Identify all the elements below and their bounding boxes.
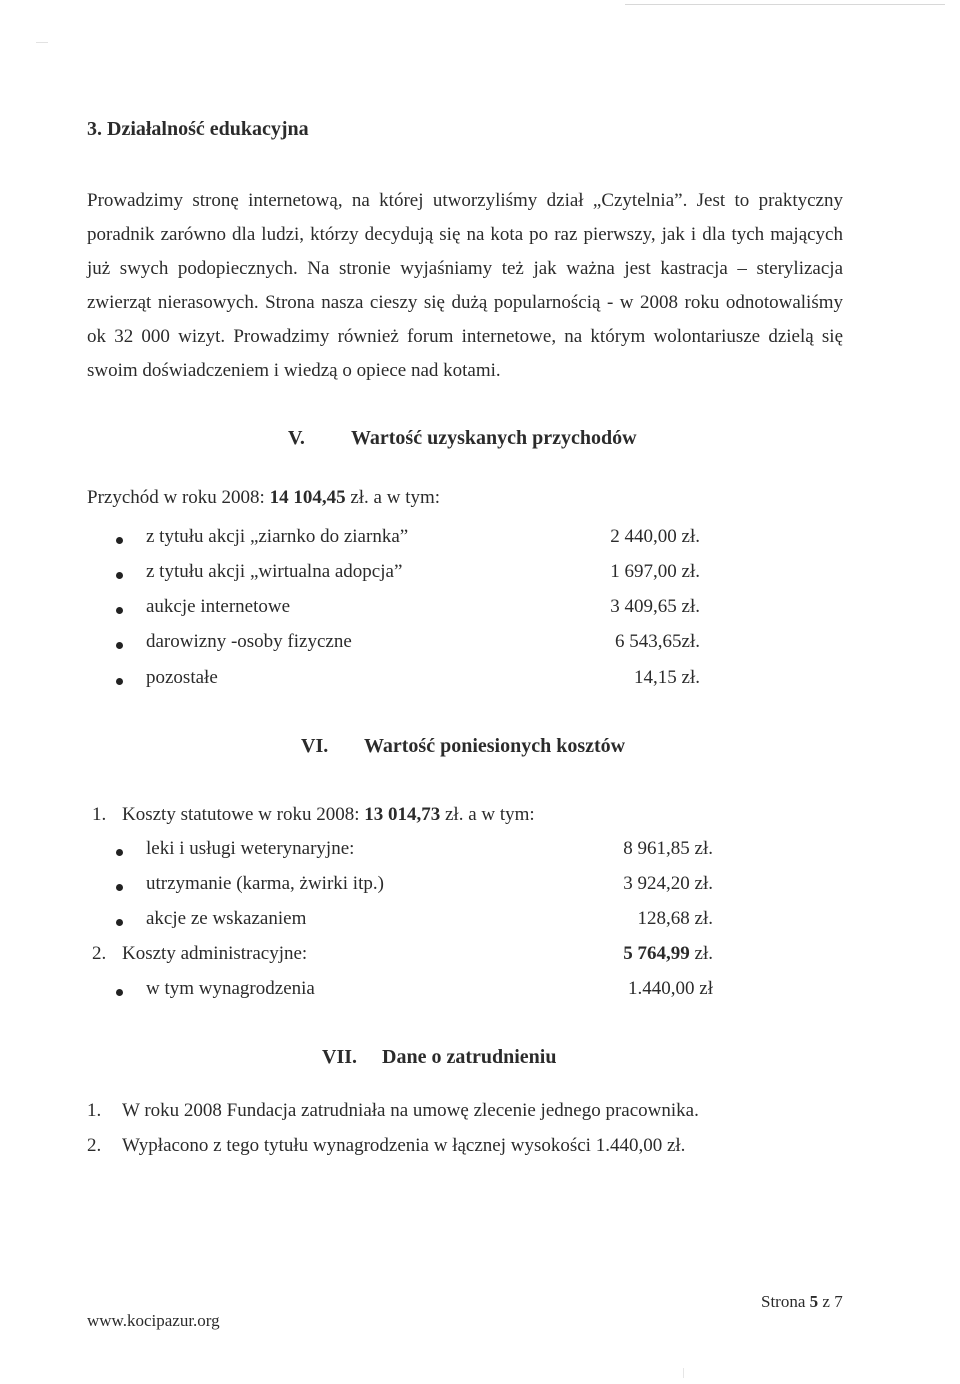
revenue-item-amount: 1 697,00 zł. [610,561,700,582]
section-v-number: V. [288,427,305,449]
page-mid: z [818,1292,835,1311]
revenue-intro-prefix: Przychód w roku 2008: [87,487,270,508]
cost-item-amount: 1.440,00 zł [628,978,713,999]
section-v-heading: Wartość uzyskanych przychodów [351,427,637,449]
bullet-icon [116,678,123,685]
section-3-paragraph: Prowadzimy stronę internetową, na której utworzyliśmy dział „Czytelnia”. Jest to praktyczny poradnik zarówno dla ludzi, którzy decydują się na kota po raz pierwszy, jak i dla tych mających już swych podopiecznych. Na stronie wyjaśniamy też jak ważna jest kastracja – sterylizacja zwierząt nierasowych. Strona nasza cieszy się dużą popularnością - w 2008 roku odnotowaliśmy ok 32 000 wizyt. Prowadzimy również forum internetowe, na którym wolontariusze dzielą się swoim doświadczeniem i wiedzą o opiece nad kotami. [87,190,843,381]
section-3-heading: 3. Działalność edukacyjna [87,118,309,140]
bullet-icon [116,849,123,856]
admin-costs-label: Koszty administracyjne: [122,943,308,964]
cost-item-amount: 3 924,20 zł. [623,873,713,894]
section-vii-heading: Dane o zatrudnieniu [382,1046,557,1068]
cost-item-label: leki i usługi weterynaryjne: [146,838,355,859]
admin-costs-amount [553,943,713,965]
scan-speck [683,1368,684,1378]
revenue-item-amount: 3 409,65 zł. [610,596,700,617]
cost-item-label: w tym wynagrodzenia [146,978,315,999]
section-vi-heading: Wartość poniesionych kosztów [364,735,626,757]
statutory-costs [122,804,535,826]
page-number [761,1292,843,1312]
revenue-item-label: darowizny -osoby fizyczne [146,631,352,652]
costs-item-2-number: 2. [92,943,107,964]
statutory-costs-suffix: zł. a w tym: [440,804,535,825]
bullet-icon [116,607,123,614]
scan-edge-line [625,4,945,5]
revenue-item-label: aukcje internetowe [146,596,291,617]
bullet-icon [116,989,123,996]
statutory-costs-prefix: Koszty statutowe w roku 2008: [122,804,365,825]
cost-item-amount: 8 961,85 zł. [623,838,713,859]
cost-item-amount: 128,68 zł. [637,908,713,929]
revenue-intro-suffix: zł. a w tym: [345,487,441,508]
cost-item-label: akcje ze wskazaniem [146,908,307,929]
page-total: 7 [834,1292,843,1311]
employment-item-number: 2. [87,1135,102,1156]
employment-item-number: 1. [87,1100,102,1121]
bullet-icon [116,884,123,891]
revenue-item-amount: 14,15 zł. [634,667,700,688]
admin-costs-amount-suffix: zł. [689,943,713,964]
page-current: 5 [809,1292,819,1311]
revenue-total-amount: 14 104,45 [269,487,346,508]
scan-speck [36,42,48,43]
revenue-item-label: pozostałe [146,667,218,688]
revenue-item-amount: 6 543,65zł. [615,631,700,652]
bullet-icon [116,919,123,926]
section-vii-number: VII. [322,1046,358,1068]
section-vi-number: VI. [301,735,329,757]
footer-website: www.kocipazur.org [87,1311,220,1330]
employment-item-text: W roku 2008 Fundacja zatrudniała na umowę zlecenie jednego pracownika. [122,1100,699,1121]
page-prefix: Strona [761,1292,810,1311]
bullet-icon [116,642,123,649]
statutory-costs-amount: 13 014,73 [364,804,441,825]
admin-costs-amount-value: 5 764,99 [623,943,690,964]
employment-item-text: Wypłacono z tego tytułu wynagrodzenia w łącznej wysokości 1.440,00 zł. [122,1135,686,1156]
revenue-item-label: z tytułu akcji „wirtualna adopcja” [146,561,403,582]
bullet-icon [116,537,123,544]
cost-item-label: utrzymanie (karma, żwirki itp.) [146,873,384,894]
costs-item-1-number: 1. [92,804,107,825]
revenue-intro [87,487,440,509]
revenue-item-label: z tytułu akcji „ziarnko do ziarnka” [146,526,409,547]
revenue-item-amount: 2 440,00 zł. [610,526,700,547]
bullet-icon [116,572,123,579]
